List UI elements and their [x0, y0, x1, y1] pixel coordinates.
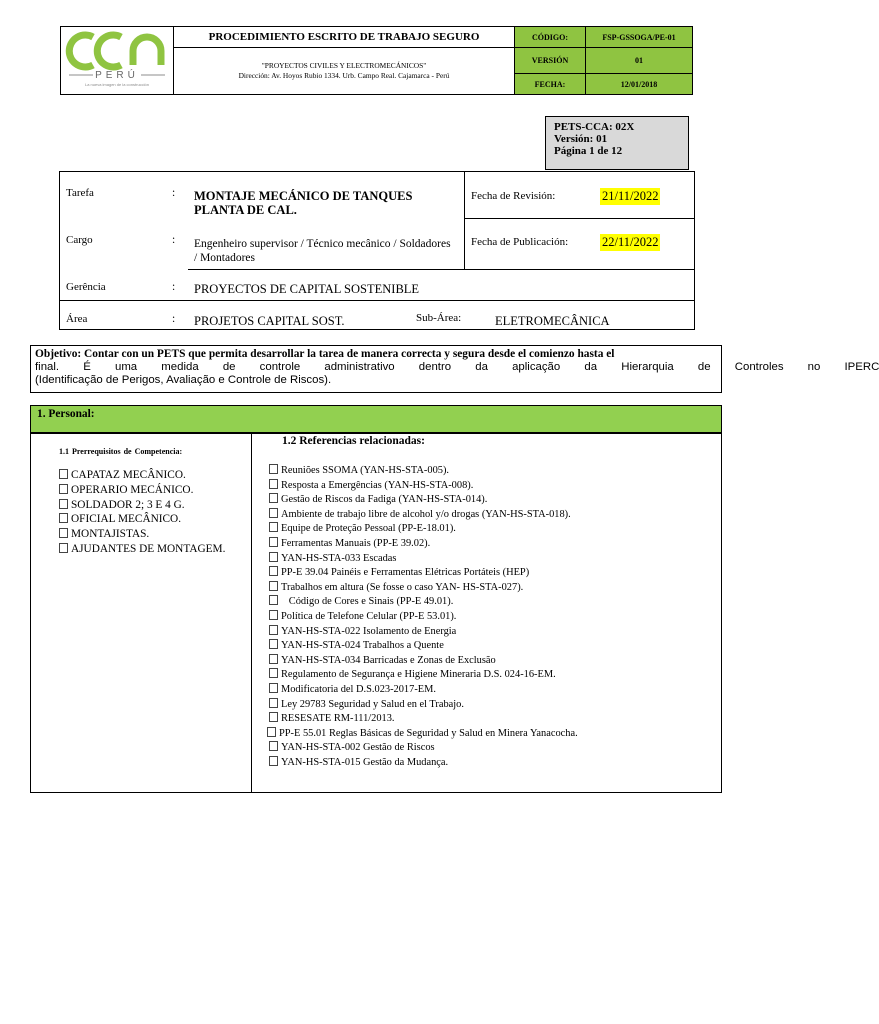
- checkbox-icon: [269, 654, 278, 664]
- list-item: OFICIAL MECÂNICO.: [59, 512, 225, 527]
- objetivo-line-2: final. É uma medida de controle administrativo dentro da aplicação da Hierarquia de Controles no IPERC: [35, 361, 879, 373]
- fecha-revision-label: Fecha de Revisión:: [471, 190, 556, 202]
- pets-info-box: [545, 116, 689, 170]
- company-address-line: Dirección: Av. Hoyos Rubio 1334. Urb. Campo Real. Cajamarca - Perú: [238, 71, 450, 80]
- pets-version: Versión: 01: [554, 133, 608, 145]
- checkbox-icon: [59, 499, 68, 509]
- checkbox-icon: [269, 552, 278, 562]
- document-header-table: [60, 26, 693, 95]
- list-item: Gestão de Riscos da Fadiga (YAN-HS-STA-014).: [269, 493, 719, 508]
- list-item: Trabalhos em altura (Se fosse o caso YAN- HS-STA-027).: [269, 581, 719, 596]
- checkbox-icon: [269, 610, 278, 620]
- list-item: Política de Telefone Celular (PP-E 53.01).: [269, 610, 719, 625]
- list-item: YAN-HS-STA-034 Barricadas e Zonas de Exclusão: [269, 654, 719, 669]
- version-label: VERSIÓN: [515, 48, 586, 74]
- pets-code: PETS-CCA: 02X: [554, 121, 635, 133]
- cargo-value: Engenheiro supervisor / Técnico mecânico / Soldadores / Montadores: [194, 238, 451, 264]
- checkbox-icon: [269, 625, 278, 635]
- checkbox-icon: [269, 566, 278, 576]
- checkbox-icon: [269, 479, 278, 489]
- document-title: PROCEDIMIENTO ESCRITO DE TRABAJO SEGURO: [174, 27, 515, 48]
- company-projects-line: "PROYECTOS CIVILES Y ELECTROMECÁNICOS": [261, 61, 427, 70]
- fecha-revision-value: 21/11/2022: [602, 189, 659, 203]
- checkbox-icon: [269, 683, 278, 693]
- list-item: AJUDANTES DE MONTAGEM.: [59, 542, 225, 557]
- list-item: OPERARIO MECÁNICO.: [59, 483, 225, 498]
- personal-section-heading: 1. Personal:: [30, 405, 722, 433]
- list-item: Ambiente de trabajo libre de alcohol y/o drogas (YAN-HS-STA-018).: [269, 508, 719, 523]
- list-item: YAN-HS-STA-015 Gestão da Mudança.: [269, 756, 719, 771]
- codigo-label: CÓDIGO:: [515, 27, 586, 48]
- list-item: PP-E 55.01 Reglas Básicas de Seguridad y Salud en Minera Yanacocha.: [267, 727, 719, 742]
- list-item: SOLDADOR 2; 3 E 4 G.: [59, 498, 225, 513]
- list-item: Equipe de Proteção Pessoal (PP-E-18.01).: [269, 522, 719, 537]
- checkbox-icon: [269, 464, 278, 474]
- objetivo-line-1: Objetivo: Contar con un PETS que permita desarrollar la tarea de manera correcta y segura desde el comienzo hasta el: [35, 348, 615, 360]
- list-item: Reuniões SSOMA (YAN-HS-STA-005).: [269, 464, 719, 479]
- fecha-publicacion-value: 22/11/2022: [602, 235, 659, 249]
- subarea-label: Sub-Área:: [416, 312, 462, 324]
- checkbox-icon: [269, 639, 278, 649]
- list-item: Modificatoria del D.S.023-2017-EM.: [269, 683, 719, 698]
- checkbox-icon: [269, 537, 278, 547]
- gerencia-label: Gerência: [66, 281, 106, 293]
- checkbox-icon: [267, 727, 276, 737]
- checkbox-icon: [269, 508, 278, 518]
- competencia-column: [30, 433, 252, 793]
- list-item: YAN-HS-STA-024 Trabalhos a Quente: [269, 639, 719, 654]
- checkbox-icon: [269, 581, 278, 591]
- checkbox-icon: [59, 469, 68, 479]
- list-item: Ferramentas Manuais (PP-E 39.02).: [269, 537, 719, 552]
- cargo-label: Cargo: [66, 234, 93, 246]
- company-logo: [61, 27, 174, 95]
- list-item: CAPATAZ MECÂNICO.: [59, 468, 225, 483]
- checkbox-icon: [269, 595, 278, 605]
- gerencia-colon: :: [172, 281, 176, 293]
- pets-page: Página 1 de 12: [554, 145, 623, 157]
- list-item: PP-E 39.04 Painéis e Ferramentas Elétricas Portáteis (HEP): [269, 566, 719, 581]
- version-value: 01: [586, 48, 693, 74]
- gerencia-value: PROYECTOS DE CAPITAL SOSTENIBLE: [194, 282, 420, 296]
- checkbox-icon: [269, 668, 278, 678]
- area-colon: :: [172, 313, 176, 325]
- list-item: MONTAJISTAS.: [59, 527, 225, 542]
- cca-logo-icon: [63, 27, 171, 89]
- referencias-title: 1.2 Referencias relacionadas:: [282, 435, 425, 447]
- competencia-list: [59, 468, 225, 557]
- objetivo-section: [30, 345, 879, 393]
- competencia-title: 1.1 Prerrequisitos de Competencia:: [59, 447, 183, 456]
- task-info-table: [59, 171, 695, 329]
- list-item: Ley 29783 Seguridad y Salud en el Trabajo.: [269, 698, 719, 713]
- area-value: PROJETOS CAPITAL SOST.: [194, 314, 345, 328]
- codigo-value: FSP-GSSOGA/PE-01: [586, 27, 693, 48]
- list-item: Regulamento de Segurança e Higiene Mineraria D.S. 024-16-EM.: [269, 668, 719, 683]
- tarefa-label: Tarefa: [66, 187, 94, 199]
- area-label: Área: [66, 313, 88, 325]
- list-item: RESESATE RM-111/2013.: [269, 712, 719, 727]
- fecha-label: FECHA:: [515, 74, 586, 95]
- list-item: YAN-HS-STA-033 Escadas: [269, 552, 719, 567]
- list-item: Resposta a Emergências (YAN-HS-STA-008).: [269, 479, 719, 494]
- checkbox-icon: [59, 543, 68, 553]
- tarefa-value: MONTAJE MECÁNICO DE TANQUES PLANTA DE CAL.: [194, 189, 413, 217]
- fecha-value: 12/01/2018: [586, 74, 693, 95]
- checkbox-icon: [269, 712, 278, 722]
- objetivo-line-3: (Identificação de Perigos, Avaliação e Controle de Riscos).: [35, 374, 332, 386]
- checkbox-icon: [59, 513, 68, 523]
- tarefa-colon: :: [172, 187, 176, 199]
- list-item: YAN-HS-STA-002 Gestão de Riscos: [269, 741, 719, 756]
- cargo-colon: :: [172, 234, 176, 246]
- list-item: YAN-HS-STA-022 Isolamento de Energia: [269, 625, 719, 640]
- checkbox-icon: [59, 484, 68, 494]
- checkbox-icon: [269, 698, 278, 708]
- checkbox-icon: [269, 522, 278, 532]
- logo-tagline-text: La nueva imagen de la construcción: [84, 82, 150, 87]
- list-item: Código de Cores e Sinais (PP-E 49.01).: [269, 595, 719, 610]
- referencias-column: [252, 433, 722, 793]
- checkbox-icon: [269, 741, 278, 751]
- logo-country-text: PERÚ: [95, 70, 139, 81]
- checkbox-icon: [269, 493, 278, 503]
- company-subtitle: [174, 48, 515, 95]
- checkbox-icon: [59, 528, 68, 538]
- subarea-value: ELETROMECÂNICA: [495, 314, 610, 328]
- checkbox-icon: [269, 756, 278, 766]
- fecha-publicacion-label: Fecha de Publicación:: [471, 236, 569, 248]
- referencias-list: [269, 464, 719, 770]
